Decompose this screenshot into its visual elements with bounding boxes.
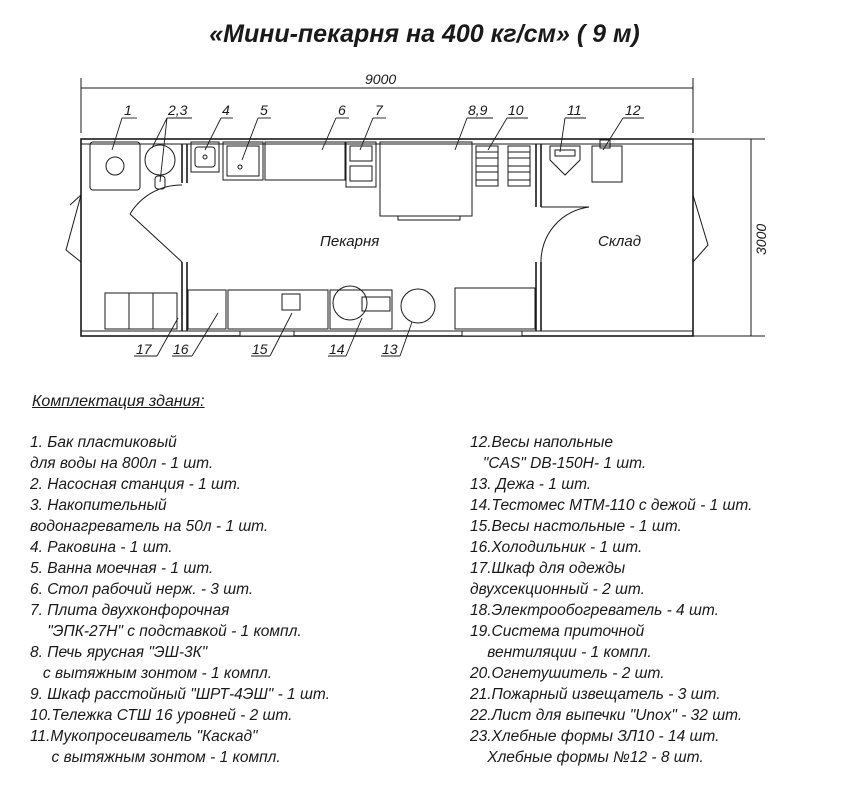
list-line: 14.Тестомес МТМ-110 с дежой - 1 шт. bbox=[470, 497, 753, 514]
list-line: "CAS" DB-150Н- 1 шт. bbox=[470, 455, 647, 472]
list-line: 1. Бак пластиковый bbox=[30, 434, 177, 451]
list-line: 12.Весы напольные bbox=[470, 434, 614, 451]
list-line: 19.Система приточной bbox=[470, 623, 645, 640]
callout-5: 5 bbox=[260, 102, 268, 118]
list-line: 18.Электрообогреватель - 4 шт. bbox=[470, 602, 719, 619]
list-line: 7. Плита двухконфорочная bbox=[30, 602, 230, 619]
doors bbox=[66, 185, 708, 262]
equipment-list-left bbox=[30, 432, 330, 768]
fridge bbox=[188, 290, 226, 329]
list-line: 11.Мукопросеиватель "Каскад" bbox=[30, 728, 258, 745]
list-line: вентиляции - 1 компл. bbox=[470, 644, 652, 661]
equipment-list-right bbox=[470, 432, 752, 768]
callout-16: 16 bbox=[173, 341, 189, 357]
height-label: 3000 bbox=[753, 223, 769, 255]
list-line: с вытяжным зонтом - 1 компл. bbox=[30, 749, 281, 766]
page-title: «Мини-пекарня на 400 кг/см» ( 9 м) bbox=[209, 20, 640, 48]
callout-17: 17 bbox=[136, 341, 152, 357]
list-line: 6. Стол рабочий нерж. - 3 шт. bbox=[30, 581, 254, 598]
list-line: двухсекционный - 2 шт. bbox=[470, 581, 645, 598]
callout-2-3: 2,3 bbox=[168, 102, 188, 118]
callout-12: 12 bbox=[625, 102, 641, 118]
list-line: водонагреватель на 50л - 1 шт. bbox=[30, 518, 269, 535]
list-line: 9. Шкаф расстойный "ШРТ-4ЭШ" - 1 шт. bbox=[30, 686, 330, 703]
floor-scales bbox=[592, 146, 622, 182]
dough-bowl bbox=[401, 289, 435, 323]
callout-7: 7 bbox=[375, 102, 383, 118]
callout-11: 11 bbox=[567, 102, 582, 118]
width-label: 9000 bbox=[365, 71, 397, 87]
callout-4: 4 bbox=[222, 102, 230, 118]
wash-tub bbox=[223, 142, 263, 180]
callout-13: 13 bbox=[382, 341, 398, 357]
list-line: 22.Лист для выпечки "Unox" - 32 шт. bbox=[470, 707, 743, 724]
list-line: 20.Огнетушитель - 2 шт. bbox=[470, 665, 665, 682]
room-bakery-label: Пекарня bbox=[320, 233, 380, 250]
list-line: 3. Накопительный bbox=[30, 497, 167, 514]
list-line: с вытяжным зонтом - 1 компл. bbox=[30, 665, 273, 682]
list-line: 21.Пожарный извещатель - 3 шт. bbox=[470, 686, 721, 703]
water-heater bbox=[145, 145, 175, 175]
callout-15: 15 bbox=[252, 341, 268, 357]
callout-8-9: 8,9 bbox=[468, 102, 488, 118]
list-line: 2. Насосная станция - 1 шт. bbox=[30, 476, 241, 493]
list-line: 15.Весы настольные - 1 шт. bbox=[470, 518, 682, 535]
list-line: 8. Печь ярусная "ЭШ-3К" bbox=[30, 644, 208, 661]
callout-6: 6 bbox=[338, 102, 346, 118]
floor-plan bbox=[0, 0, 849, 380]
list-line: 23.Хлебные формы ЗЛ10 - 14 шт. bbox=[470, 728, 720, 745]
dough-mixer bbox=[330, 290, 392, 329]
work-table-2 bbox=[455, 288, 535, 329]
oven bbox=[380, 142, 472, 216]
work-table bbox=[265, 142, 345, 180]
list-line: для воды на 800л - 1 шт. bbox=[30, 455, 214, 472]
callout-14: 14 bbox=[329, 341, 345, 357]
room-storage-label: Склад bbox=[598, 233, 642, 250]
list-line: 13. Дежа - 1 шт. bbox=[470, 476, 592, 493]
list-line: 5. Ванна моечная - 1 шт. bbox=[30, 560, 214, 577]
callout-1: 1 bbox=[124, 102, 132, 118]
list-line: 16.Холодильник - 1 шт. bbox=[470, 539, 643, 556]
list-line: 4. Раковина - 1 шт. bbox=[30, 539, 173, 556]
list-line: 10.Тележка СТШ 16 уровней - 2 шт. bbox=[30, 707, 293, 724]
list-line: Хлебные формы №12 - 8 шт. bbox=[470, 749, 704, 766]
table-scales bbox=[228, 290, 328, 329]
list-line: "ЭПК-27Н" с подставкой - 1 компл. bbox=[30, 623, 302, 640]
equipment-heading: Комплектация здания: bbox=[32, 393, 205, 410]
wardrobe bbox=[105, 293, 177, 329]
list-line: 17.Шкаф для одежды bbox=[470, 560, 626, 577]
callout-10: 10 bbox=[508, 102, 524, 118]
water-tank bbox=[90, 142, 140, 190]
